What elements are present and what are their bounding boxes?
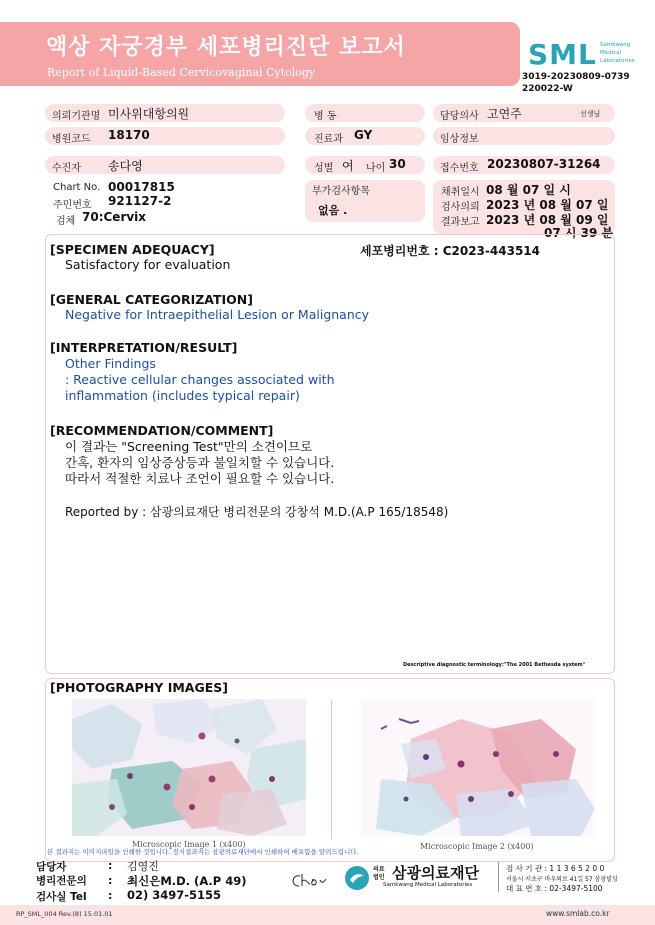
document-id-suffix: 220022-W (522, 84, 573, 94)
doctor-label: 담당의사 (440, 111, 479, 122)
adequacy-text: Satisfactory for evaluation (65, 257, 231, 272)
org-english-name: Samkwang Medical Laboratories (383, 882, 473, 888)
clinical-label: 임상정보 (440, 134, 479, 145)
print-notice: 본 결과지는 이미지파일을 인쇄한 것입니다. 정식결과지는 삼광의료재단에서 인쇄하여 배포함을 알려드립니다. (47, 848, 359, 856)
collect-label: 채취일시 (441, 187, 480, 198)
reported-by: Reported by : 삼광의료재단 병리전문의 강창석 M.D.(A.P 165/18548) (65, 505, 449, 519)
image-1-caption: Microscopic Image 1 (x400) (132, 840, 246, 849)
doctor-suffix: 선생님 (580, 110, 601, 118)
form-code: RP_SML_004 Rev.(8) 15.01.01 (16, 910, 113, 918)
recommendation-line-1: 이 결과는 "Screening Test"만의 소견이므로 (65, 439, 313, 454)
patient-field (45, 156, 285, 174)
dept-value: GY (354, 128, 373, 142)
report-subtitle: Report of Liquid-Based Cervicovaginal Cytology (47, 66, 316, 79)
general-heading: [GENERAL CATEGORIZATION] (50, 292, 253, 307)
chart-label: Chart No. (53, 182, 101, 193)
staff-value: 김영진 (127, 860, 159, 873)
receipt-value: 20230807-31264 (487, 157, 601, 171)
recommendation-line-2: 간혹, 환자의 임상증상등과 불일치할 수 있습니다. (65, 455, 335, 470)
interpretation-line-2: : Reactive cellular changes associated with (65, 372, 335, 387)
pathologist-colon: : (108, 874, 113, 887)
sex-label: 성별 (314, 163, 334, 174)
recommendation-heading: [RECOMMENDATION/COMMENT] (50, 423, 274, 438)
document-id: 3019-20230809-0739 (522, 72, 630, 82)
age-value: 30 (389, 157, 406, 171)
signature (290, 870, 330, 892)
specimen-value: 70:Cervix (82, 210, 147, 224)
microscopic-image-1 (72, 699, 306, 836)
lab-tel-colon: : (108, 889, 113, 902)
extra-test-value: 없음 . (318, 204, 348, 217)
result-value: 2023 년 08 월 09 일 (486, 213, 609, 227)
lab-tel-value: 02) 3497-5155 (127, 888, 222, 902)
microscopic-image-2 (361, 699, 595, 836)
pathologist-label: 병리전문의 (36, 875, 87, 887)
result-label: 결과보고 (441, 217, 480, 228)
cytology-number: 세포병리번호 : C2023-443514 (360, 244, 540, 258)
image-2-caption: Microscopic Image 2 (x400) (420, 842, 534, 851)
representative-phone: 대 표 번 호 : 02-3497-5100 (506, 884, 603, 893)
idno-value: 921127-2 (108, 194, 172, 208)
chart-value: 00017815 (108, 180, 175, 194)
pathologist-value: 최신은M.D. (A.P 49) (127, 874, 247, 888)
hospital-value: 미사위대항의원 (108, 107, 190, 121)
general-text: Negative for Intraepithelial Lesion or Malignancy (65, 307, 370, 322)
footer-divider (498, 862, 499, 892)
lab-tel-label: 검사실 Tel (36, 891, 87, 903)
photo-divider (331, 700, 332, 840)
dept-label: 진료과 (314, 134, 343, 145)
sml-logo: SML (528, 38, 597, 71)
interpretation-line-3: inflammation (includes typical repair) (65, 388, 300, 403)
terminology-note: Descriptive diagnostic terminology:"The 2001 Bethesda system" (403, 662, 586, 668)
sex-value: 여 (342, 159, 354, 173)
address: 서울시 서초구 바우뫼로 41길 57 삼광빌딩 (506, 876, 618, 883)
patient-value: 송다영 (108, 159, 143, 173)
extra-test-label: 부가검사항목 (312, 186, 370, 197)
result-time: 07 시 39 분 (544, 226, 614, 240)
interpretation-line-1: Other Findings (65, 356, 156, 371)
org-name: 삼광의료재단 (392, 864, 479, 882)
patient-label: 수진자 (52, 163, 81, 174)
doctor-value: 고연주 (487, 107, 522, 121)
staff-label: 담당자 (36, 861, 67, 873)
org-type: 의료 법인 (373, 866, 385, 881)
receipt-label: 접수번호 (440, 163, 479, 174)
samkwang-emblem-icon (344, 865, 370, 891)
request-value: 2023 년 08 월 07 일 (486, 198, 609, 212)
adequacy-heading: [SPECIMEN ADEQUACY] (50, 242, 215, 257)
interpretation-heading: [INTERPRETATION/RESULT] (50, 340, 238, 355)
staff-colon: : (108, 859, 113, 872)
age-label: 나이 (366, 163, 386, 174)
sml-logo-subtitle: Samkwang Medical Laboratories (600, 42, 635, 64)
ward-label: 병 동 (314, 111, 337, 122)
idno-label: 주민번호 (53, 200, 92, 211)
code-label: 병원코드 (52, 134, 91, 145)
collect-value: 08 월 07 일 시 (486, 183, 571, 197)
specimen-label: 검체 (56, 216, 76, 227)
institution-number: 검 사 기 관 : 1 1 3 6 5 2 0 0 (506, 864, 605, 873)
request-label: 검사의뢰 (441, 202, 480, 213)
code-value: 18170 (108, 128, 150, 142)
photo-heading: [PHOTOGRAPHY IMAGES] (50, 680, 228, 695)
report-title: 액상 자궁경부 세포병리진단 보고서 (46, 35, 406, 60)
recommendation-line-3: 따라서 적절한 치료나 조언이 필요할 수 있습니다. (65, 471, 335, 486)
website: www.smlab.co.kr (546, 909, 610, 918)
hospital-label: 의뢰기관명 (52, 111, 101, 122)
